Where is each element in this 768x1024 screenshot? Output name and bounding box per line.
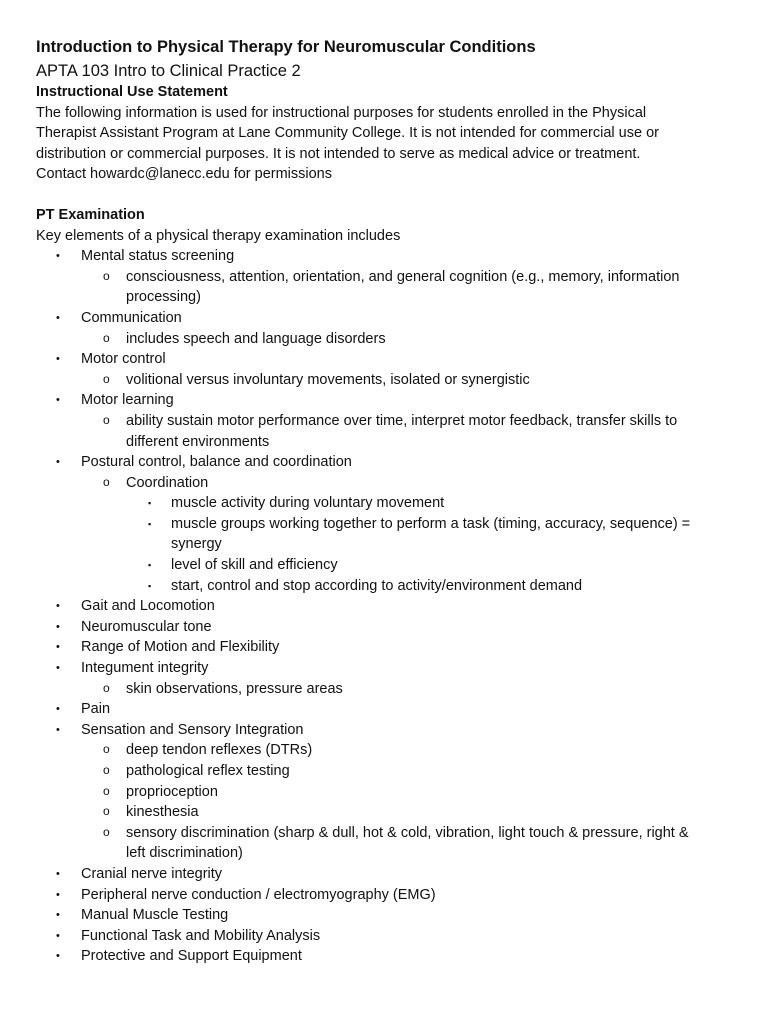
bullet-icon: o xyxy=(103,804,110,819)
bullet-icon: o xyxy=(103,371,110,386)
exam-item-text: Motor learning xyxy=(81,392,174,409)
exam-item-text: Sensation and Sensory Integration xyxy=(81,721,304,738)
exam-item-level-2 xyxy=(36,370,728,391)
exam-item-level-3 xyxy=(36,514,728,535)
exam-item-text: synergy xyxy=(171,536,222,553)
exam-item-level-1 xyxy=(36,926,728,947)
exam-item-level-1 xyxy=(36,349,728,370)
exam-item-text: skin observations, pressure areas xyxy=(126,680,343,697)
exam-item-text: Motor control xyxy=(81,351,166,368)
bullet-icon: ▪ xyxy=(148,560,152,571)
exam-item-text: deep tendon reflexes (DTRs) xyxy=(126,742,313,759)
exam-item-text: start, control and stop according to activity/environment demand xyxy=(171,577,583,594)
exam-item-level-2 xyxy=(36,740,728,761)
exam-item-level-3 xyxy=(36,493,728,514)
exam-item-text: Peripheral nerve conduction / electromyography (EMG) xyxy=(81,886,436,903)
bullet-icon: • xyxy=(56,250,60,263)
exam-intro: Key elements of a physical therapy examination includes xyxy=(36,227,401,244)
exam-item-level-2 xyxy=(36,679,728,700)
exam-item-text: consciousness, attention, orientation, and general cognition (e.g., memory, information xyxy=(126,268,680,285)
exam-item-text: muscle groups working together to perform a task (timing, accuracy, sequence) = xyxy=(171,515,691,532)
exam-item-level-2 xyxy=(36,267,728,288)
exam-item-level-2 xyxy=(36,329,728,350)
spacer xyxy=(36,185,728,205)
exam-item-level-2 xyxy=(36,287,728,308)
exam-item-text: Functional Task and Mobility Analysis xyxy=(81,927,321,944)
bullet-icon: o xyxy=(103,330,110,345)
bullet-icon: o xyxy=(103,742,110,757)
exam-item-text: Range of Motion and Flexibility xyxy=(81,639,280,656)
bullet-icon: • xyxy=(56,311,60,324)
bullet-icon: o xyxy=(103,474,110,489)
exam-item-level-2 xyxy=(36,782,728,803)
bullet-icon: o xyxy=(103,783,110,798)
instructional-line-1: The following information is used for instructional purposes for students enrolled in the Physical xyxy=(36,104,647,121)
exam-item-text: Integument integrity xyxy=(81,660,209,677)
exam-item-text: Postural control, balance and coordination xyxy=(81,454,352,471)
course-subtitle: APTA 103 Intro to Clinical Practice 2 xyxy=(36,62,301,80)
exam-item-text: ability sustain motor performance over time, interpret motor feedback, transfer skills to xyxy=(126,412,678,429)
exam-item-text: Communication xyxy=(81,309,182,326)
exam-item-text: processing) xyxy=(126,289,201,306)
exam-item-level-1 xyxy=(36,390,728,411)
exam-item-text: Neuromuscular tone xyxy=(81,618,212,635)
bullet-icon: • xyxy=(56,723,60,736)
exam-item-level-1 xyxy=(36,637,728,658)
exam-item-text: proprioception xyxy=(126,783,218,800)
bullet-icon: ▪ xyxy=(148,498,152,509)
exam-item-level-2 xyxy=(36,411,728,432)
exam-item-level-1 xyxy=(36,864,728,885)
bullet-icon: • xyxy=(56,867,60,880)
exam-item-level-1 xyxy=(36,308,728,329)
exam-item-text: Mental status screening xyxy=(81,248,235,265)
exam-elements-list xyxy=(36,246,728,967)
bullet-icon: o xyxy=(103,412,110,427)
exam-item-level-1 xyxy=(36,596,728,617)
bullet-icon: ▪ xyxy=(148,518,152,529)
exam-item-level-1 xyxy=(36,246,728,267)
exam-item-level-3 xyxy=(36,576,728,597)
bullet-icon: o xyxy=(103,268,110,283)
exam-item-text: volitional versus involuntary movements, isolated or synergistic xyxy=(126,371,530,388)
bullet-icon: o xyxy=(103,680,110,695)
exam-item-level-1 xyxy=(36,720,728,741)
exam-item-level-1 xyxy=(36,905,728,926)
exam-heading: PT Examination xyxy=(36,206,145,223)
bullet-icon: o xyxy=(103,763,110,777)
exam-item-level-1 xyxy=(36,617,728,638)
instructional-line-2: Therapist Assistant Program at Lane Community College. It is not intended for commercial use or xyxy=(36,125,659,142)
exam-item-text: level of skill and efficiency xyxy=(171,557,338,574)
exam-item-level-1 xyxy=(36,885,728,906)
bullet-icon: • xyxy=(56,456,60,469)
exam-item-level-1 xyxy=(36,452,728,473)
exam-item-level-2 xyxy=(36,823,728,844)
exam-item-text: kinesthesia xyxy=(126,804,199,821)
bullet-icon: • xyxy=(56,703,60,716)
exam-item-text: Gait and Locomotion xyxy=(81,598,215,615)
exam-item-level-2 xyxy=(36,761,728,782)
bullet-icon: • xyxy=(56,353,60,366)
exam-item-level-3 xyxy=(36,555,728,576)
exam-item-text: Cranial nerve integrity xyxy=(81,865,223,882)
exam-item-text: Manual Muscle Testing xyxy=(81,907,229,924)
exam-item-text: muscle activity during voluntary movement xyxy=(171,495,445,512)
bullet-icon: • xyxy=(56,888,60,901)
exam-item-text: Protective and Support Equipment xyxy=(81,948,302,965)
exam-item-text: left discrimination) xyxy=(126,845,243,862)
exam-item-text: pathological reflex testing xyxy=(126,763,290,779)
instructional-line-3: distribution or commercial purposes. It is not intended to serve as medical advice or treatment. xyxy=(36,145,641,162)
exam-item-text: Coordination xyxy=(126,474,209,491)
exam-item-text: Pain xyxy=(81,701,111,718)
bullet-icon: • xyxy=(56,662,60,675)
exam-item-level-3 xyxy=(36,534,728,555)
bullet-icon: • xyxy=(56,620,60,633)
instructional-line-4: Contact howardc@lanecc.edu for permissions xyxy=(36,166,332,183)
bullet-icon: • xyxy=(56,929,60,942)
exam-item-level-2 xyxy=(36,843,728,864)
bullet-icon: • xyxy=(56,950,60,963)
exam-item-text: sensory discrimination (sharp & dull, hot & cold, vibration, light touch & pressure, right & xyxy=(126,824,689,841)
instructional-heading: Instructional Use Statement xyxy=(36,84,228,100)
exam-item-level-1 xyxy=(36,658,728,679)
exam-item-level-2 xyxy=(36,802,728,823)
bullet-icon: • xyxy=(56,600,60,613)
bullet-icon: o xyxy=(103,824,110,839)
exam-item-level-1 xyxy=(36,946,728,967)
exam-item-level-1 xyxy=(36,699,728,720)
bullet-icon: ▪ xyxy=(148,580,152,591)
exam-item-level-2 xyxy=(36,432,728,453)
exam-item-level-2 xyxy=(36,473,728,494)
exam-item-text: different environments xyxy=(126,433,270,450)
bullet-icon: • xyxy=(56,394,60,407)
bullet-icon: • xyxy=(56,641,60,654)
bullet-icon: • xyxy=(56,909,60,922)
document-title: Introduction to Physical Therapy for Neuromuscular Conditions xyxy=(36,38,536,56)
exam-item-text: includes speech and language disorders xyxy=(126,330,386,347)
